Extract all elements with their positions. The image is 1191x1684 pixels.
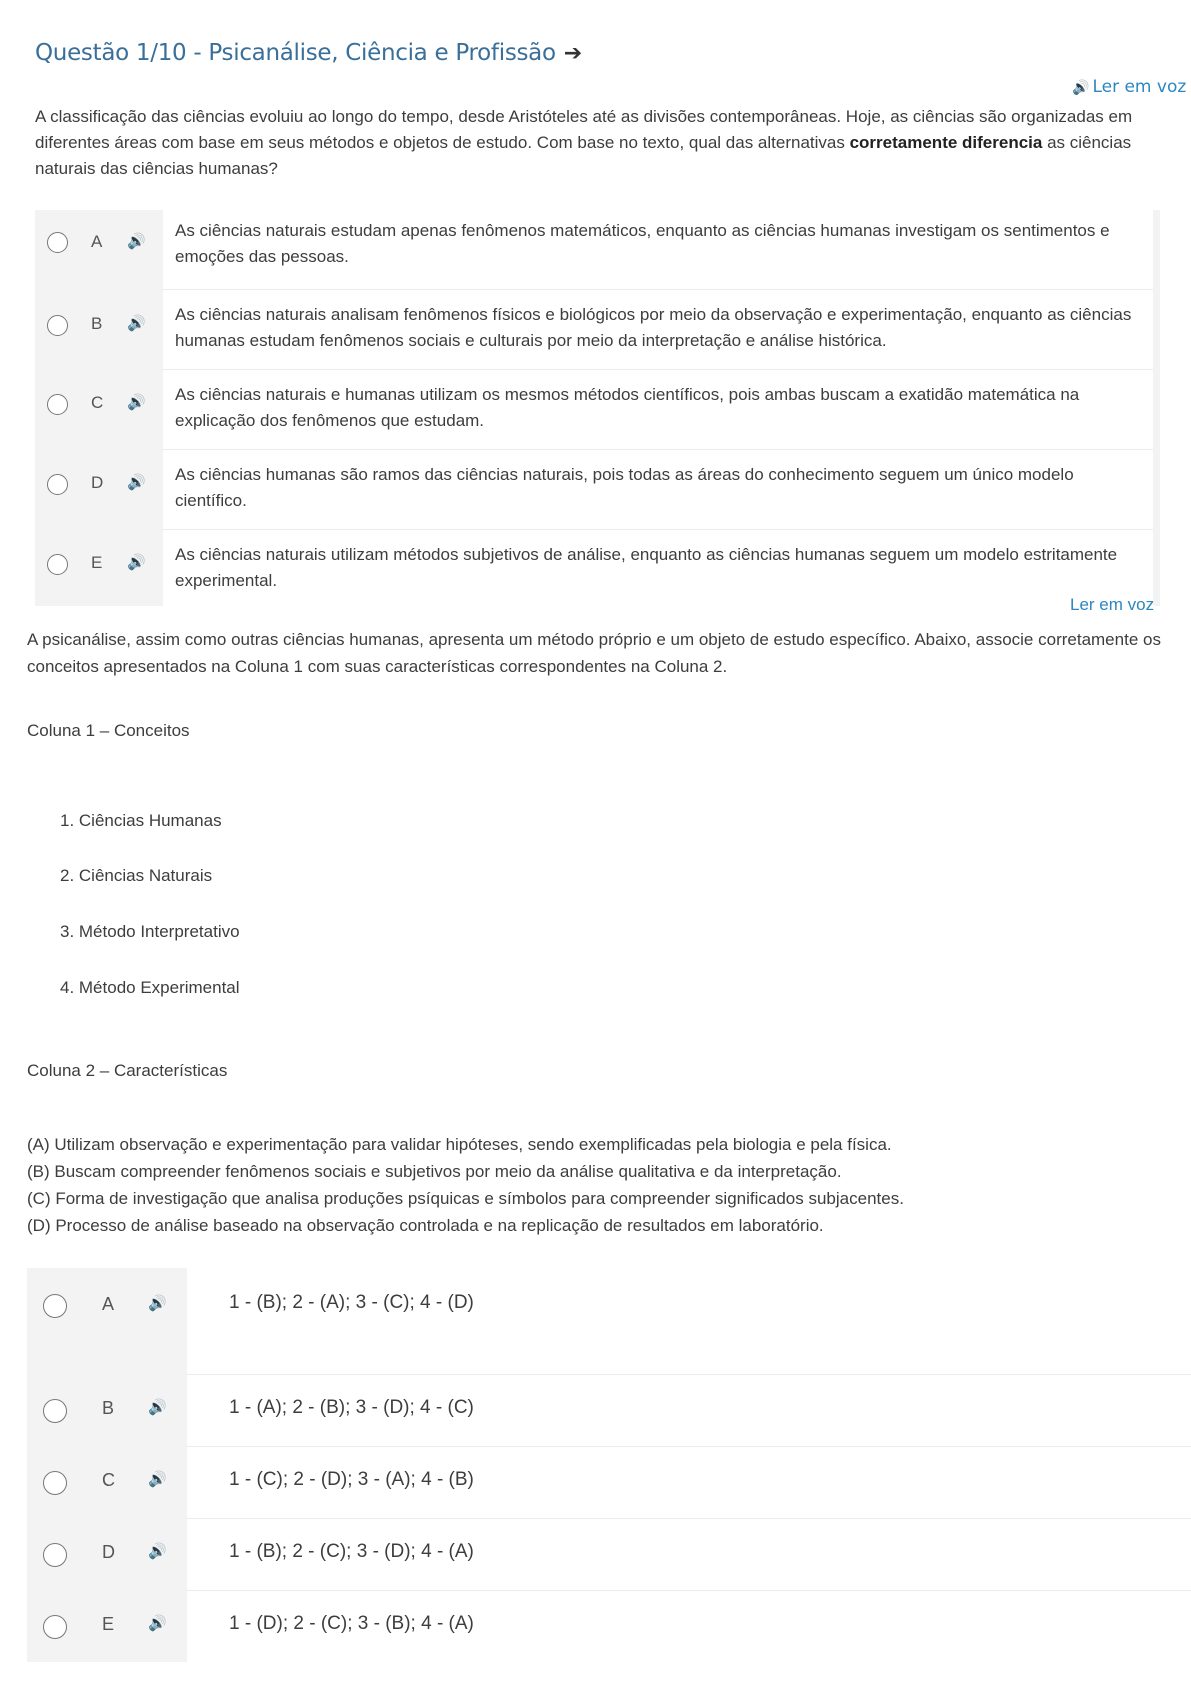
speaker-icon[interactable]: 🔊: [148, 1615, 167, 1632]
option-letter: A: [102, 1294, 115, 1314]
arrow-right-icon[interactable]: ➔: [563, 41, 582, 66]
radio-button[interactable]: [47, 554, 68, 575]
option-letter: D: [91, 473, 104, 492]
radio-button[interactable]: [47, 474, 68, 495]
radio-button[interactable]: [47, 394, 68, 415]
speaker-icon[interactable]: 🔊: [127, 394, 146, 411]
option-text[interactable]: 1 - (C); 2 - (D); 3 - (A); 4 - (B): [187, 1446, 1191, 1518]
speaker-icon[interactable]: 🔊: [148, 1543, 167, 1560]
option-letter: B: [91, 314, 103, 333]
speaker-icon[interactable]: 🔊: [148, 1295, 167, 1312]
option-text[interactable]: As ciências humanas são ramos das ciências naturais, pois todas as áreas do conhecimento seguem um único modelo científico.: [163, 450, 1153, 530]
read-aloud-link-partial[interactable]: Ler em voz: [1070, 595, 1155, 614]
question-text-emphasis: corretamente diferencia: [849, 133, 1043, 152]
answer-options-q1: [35, 210, 1160, 606]
column2-label: Coluna 2 – Características: [27, 1061, 228, 1080]
question-text: A classificação das ciências evoluiu ao longo do tempo, desde Aristóteles até as divisões contemporâneas. Hoje, as ciências são organizadas em diferentes áreas com base em seus métodos e objetos de estudo. Com base no texto, qual das alternativas corretamente diferencia as ciências naturais das ciências humanas?: [35, 107, 1133, 178]
radio-button[interactable]: [47, 315, 68, 336]
option-text[interactable]: As ciências naturais utilizam métodos subjetivos de análise, enquanto as ciências humanas seguem um modelo estritamente experimental.: [163, 530, 1153, 606]
option-letter: B: [102, 1398, 115, 1418]
column2-item: (B) Buscam compreender fenômenos sociais e subjetivos por meio da análise qualitativa e da interpretação.: [27, 1162, 842, 1181]
option-letter: C: [102, 1470, 115, 1490]
column1-item: 3. Método Interpretativo: [60, 922, 240, 941]
column2-item: (A) Utilizam observação e experimentação para validar hipóteses, sendo exemplificadas pela biologia e pela física.: [27, 1135, 892, 1154]
radio-button[interactable]: [43, 1543, 67, 1567]
read-aloud-label: Ler em voz: [1092, 77, 1187, 97]
speaker-icon[interactable]: 🔊: [148, 1399, 167, 1416]
speaker-icon[interactable]: 🔊: [127, 554, 146, 571]
option-text[interactable]: As ciências naturais analisam fenômenos físicos e biológicos por meio da observação e experimentação, enquanto as ciências humanas estudam fenômenos sociais e culturais por meio da interpretação e análise histórica.: [163, 290, 1153, 370]
option-letter: A: [91, 232, 103, 251]
column2-item: (D) Processo de análise baseado na observação controlada e na replicação de resultados em laboratório.: [27, 1216, 824, 1235]
option-text[interactable]: 1 - (A); 2 - (B); 3 - (D); 4 - (C): [187, 1374, 1191, 1446]
option-text[interactable]: 1 - (B); 2 - (A); 3 - (C); 4 - (D): [187, 1268, 1191, 1374]
option-letter: C: [91, 393, 104, 412]
speaker-icon[interactable]: 🔊: [127, 474, 146, 491]
option-letter: E: [102, 1614, 115, 1634]
radio-button[interactable]: [47, 232, 68, 253]
option-text[interactable]: 1 - (D); 2 - (C); 3 - (B); 4 - (A): [187, 1590, 1191, 1662]
column2-item: (C) Forma de investigação que analisa produções psíquicas e símbolos para compreender significados subjacentes.: [27, 1189, 904, 1208]
option-text[interactable]: 1 - (B); 2 - (C); 3 - (D); 4 - (A): [187, 1518, 1191, 1590]
radio-button[interactable]: [43, 1399, 67, 1423]
radio-button[interactable]: [43, 1471, 67, 1495]
option-letter: E: [91, 553, 103, 572]
column1-item: 1. Ciências Humanas: [60, 811, 222, 830]
radio-button[interactable]: [43, 1615, 67, 1639]
option-text[interactable]: As ciências naturais e humanas utilizam os mesmos métodos científicos, pois ambas buscam a exatidão matemática na explicação dos fenômenos que estudam.: [163, 370, 1153, 450]
option-letter: D: [102, 1542, 115, 1562]
question-text: A psicanálise, assim como outras ciências humanas, apresenta um método próprio e um objeto de estudo específico. Abaixo, associe corretamente os conceitos apresentados na Coluna 1 com suas características correspondentes na Coluna 2.: [27, 630, 1161, 676]
question-title: Questão 1/10 - Psicanálise, Ciência e Profissão ➔: [35, 40, 582, 66]
option-text[interactable]: As ciências naturais estudam apenas fenômenos matemáticos, enquanto as ciências humanas investigam os sentimentos e emoções das pessoas.: [163, 210, 1153, 290]
speaker-icon[interactable]: 🔊: [127, 315, 146, 332]
speaker-icon: 🔊: [1072, 80, 1090, 96]
radio-button[interactable]: [43, 1294, 67, 1318]
speaker-icon[interactable]: 🔊: [148, 1471, 167, 1488]
column1-label: Coluna 1 – Conceitos: [27, 721, 190, 740]
column1-item: 2. Ciências Naturais: [60, 866, 213, 885]
column1-item: 4. Método Experimental: [60, 978, 240, 997]
speaker-icon[interactable]: 🔊: [127, 233, 146, 250]
read-aloud-link[interactable]: [1072, 77, 1186, 97]
answer-options-q2: [27, 1268, 1191, 1662]
